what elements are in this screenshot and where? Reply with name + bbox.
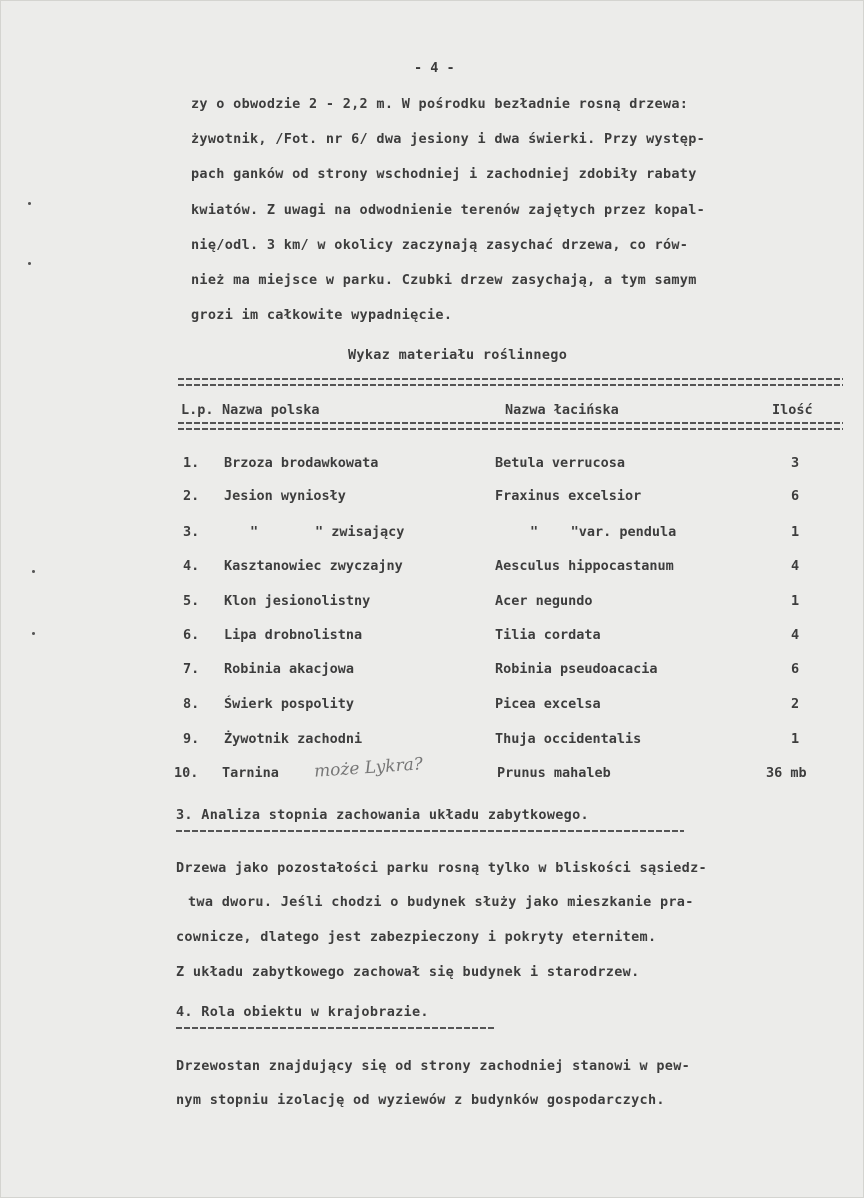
- row-latin-name: Tilia cordata: [495, 627, 601, 643]
- paragraph-line: żywotnik, /Fot. nr 6/ dwa jesiony i dwa świerki. Przy występ-: [191, 131, 706, 147]
- row-count: 4: [791, 627, 800, 643]
- row-lp: 9.: [183, 731, 200, 747]
- row-count: 36 mb: [766, 765, 807, 781]
- row-lp: 3.: [183, 524, 200, 540]
- row-lp: 4.: [183, 558, 200, 574]
- paragraph-line: pach ganków od strony wschodniej i zachodniej zdobiły rabaty: [191, 166, 697, 182]
- row-lp: 5.: [183, 593, 200, 609]
- row-count: 2: [791, 696, 800, 712]
- heading-underline: [176, 1027, 494, 1029]
- row-latin-name: Picea excelsa: [495, 696, 601, 712]
- page-number: - 4 -: [414, 60, 455, 76]
- row-latin-name: " "var. pendula: [530, 524, 677, 540]
- row-latin-name: Acer negundo: [495, 593, 593, 609]
- table-rule: [178, 428, 843, 430]
- handwritten-note: może Lykra?: [313, 754, 424, 782]
- paragraph-line: nym stopniu izolację od wyziewów z budynków gospodarczych.: [176, 1092, 665, 1108]
- row-polish-name: Tarnina: [222, 765, 279, 781]
- margin-speck: [28, 202, 31, 205]
- row-latin-name: Robinia pseudoacacia: [495, 661, 658, 677]
- row-latin-name: Thuja occidentalis: [495, 731, 642, 747]
- row-polish-name: Kasztanowiec zwyczajny: [224, 558, 403, 574]
- paragraph-line: twa dworu. Jeśli chodzi o budynek służy jako mieszkanie pra-: [188, 894, 694, 910]
- row-lp: 2.: [183, 488, 200, 504]
- row-polish-name: Brzoza brodawkowata: [224, 455, 379, 471]
- row-count: 6: [791, 488, 800, 504]
- margin-speck: [32, 632, 35, 635]
- row-polish-name: Klon jesionolistny: [224, 593, 371, 609]
- row-lp: 6.: [183, 627, 200, 643]
- row-lp: 8.: [183, 696, 200, 712]
- paragraph-line: Drzewa jako pozostałości parku rosną tylko w bliskości sąsiedz-: [176, 860, 707, 876]
- row-polish-name: Świerk pospolity: [224, 696, 355, 712]
- margin-speck: [32, 570, 35, 573]
- row-polish-name: Lipa drobnolistna: [224, 627, 363, 643]
- heading-underline: [176, 830, 684, 832]
- section-3-heading: 3. Analiza stopnia zachowania układu zabytkowego.: [176, 807, 589, 823]
- row-count: 1: [791, 524, 800, 540]
- row-latin-name: Prunus mahaleb: [497, 765, 611, 781]
- header-lp: L.p.: [181, 402, 214, 418]
- table-rule: [178, 378, 843, 380]
- row-count: 6: [791, 661, 800, 677]
- header-latin-name: Nazwa łacińska: [505, 402, 619, 418]
- header-count: Ilość: [772, 402, 813, 418]
- row-lp: 1.: [183, 455, 200, 471]
- row-count: 1: [791, 593, 800, 609]
- paragraph-line: nież ma miejsce w parku. Czubki drzew zasychają, a tym samym: [191, 272, 697, 288]
- row-polish-name: " " zwisający: [250, 524, 405, 540]
- table-title: Wykaz materiału roślinnego: [348, 347, 568, 363]
- header-polish-name: Nazwa polska: [222, 402, 320, 418]
- row-count: 1: [791, 731, 800, 747]
- paragraph-line: Drzewostan znajdujący się od strony zachodniej stanowi w pew-: [176, 1058, 691, 1074]
- table-rule: [178, 384, 843, 386]
- paragraph-line: nię/odl. 3 km/ w okolicy zaczynają zasychać drzewa, co rów-: [191, 237, 689, 253]
- paragraph-line: kwiatów. Z uwagi na odwodnienie terenów zajętych przez kopal-: [191, 202, 706, 218]
- paragraph-line: zy o obwodzie 2 - 2,2 m. W pośrodku bezładnie rosną drzewa:: [191, 96, 689, 112]
- row-latin-name: Betula verrucosa: [495, 455, 626, 471]
- row-count: 4: [791, 558, 800, 574]
- row-polish-name: Jesion wyniosły: [224, 488, 346, 504]
- table-rule: [178, 422, 843, 424]
- paragraph-line: Z układu zabytkowego zachował się budynek i starodrzew.: [176, 964, 640, 980]
- row-polish-name: Robinia akacjowa: [224, 661, 355, 677]
- row-lp: 10.: [174, 765, 199, 781]
- section-4-heading: 4. Rola obiektu w krajobrazie.: [176, 1004, 429, 1020]
- margin-speck: [28, 262, 31, 265]
- paragraph-line: grozi im całkowite wypadnięcie.: [191, 307, 453, 323]
- paragraph-line: cownicze, dlatego jest zabezpieczony i pokryty eternitem.: [176, 929, 657, 945]
- row-polish-name: Żywotnik zachodni: [224, 731, 363, 747]
- row-latin-name: Aesculus hippocastanum: [495, 558, 674, 574]
- row-count: 3: [791, 455, 800, 471]
- row-latin-name: Fraxinus excelsior: [495, 488, 642, 504]
- row-lp: 7.: [183, 661, 200, 677]
